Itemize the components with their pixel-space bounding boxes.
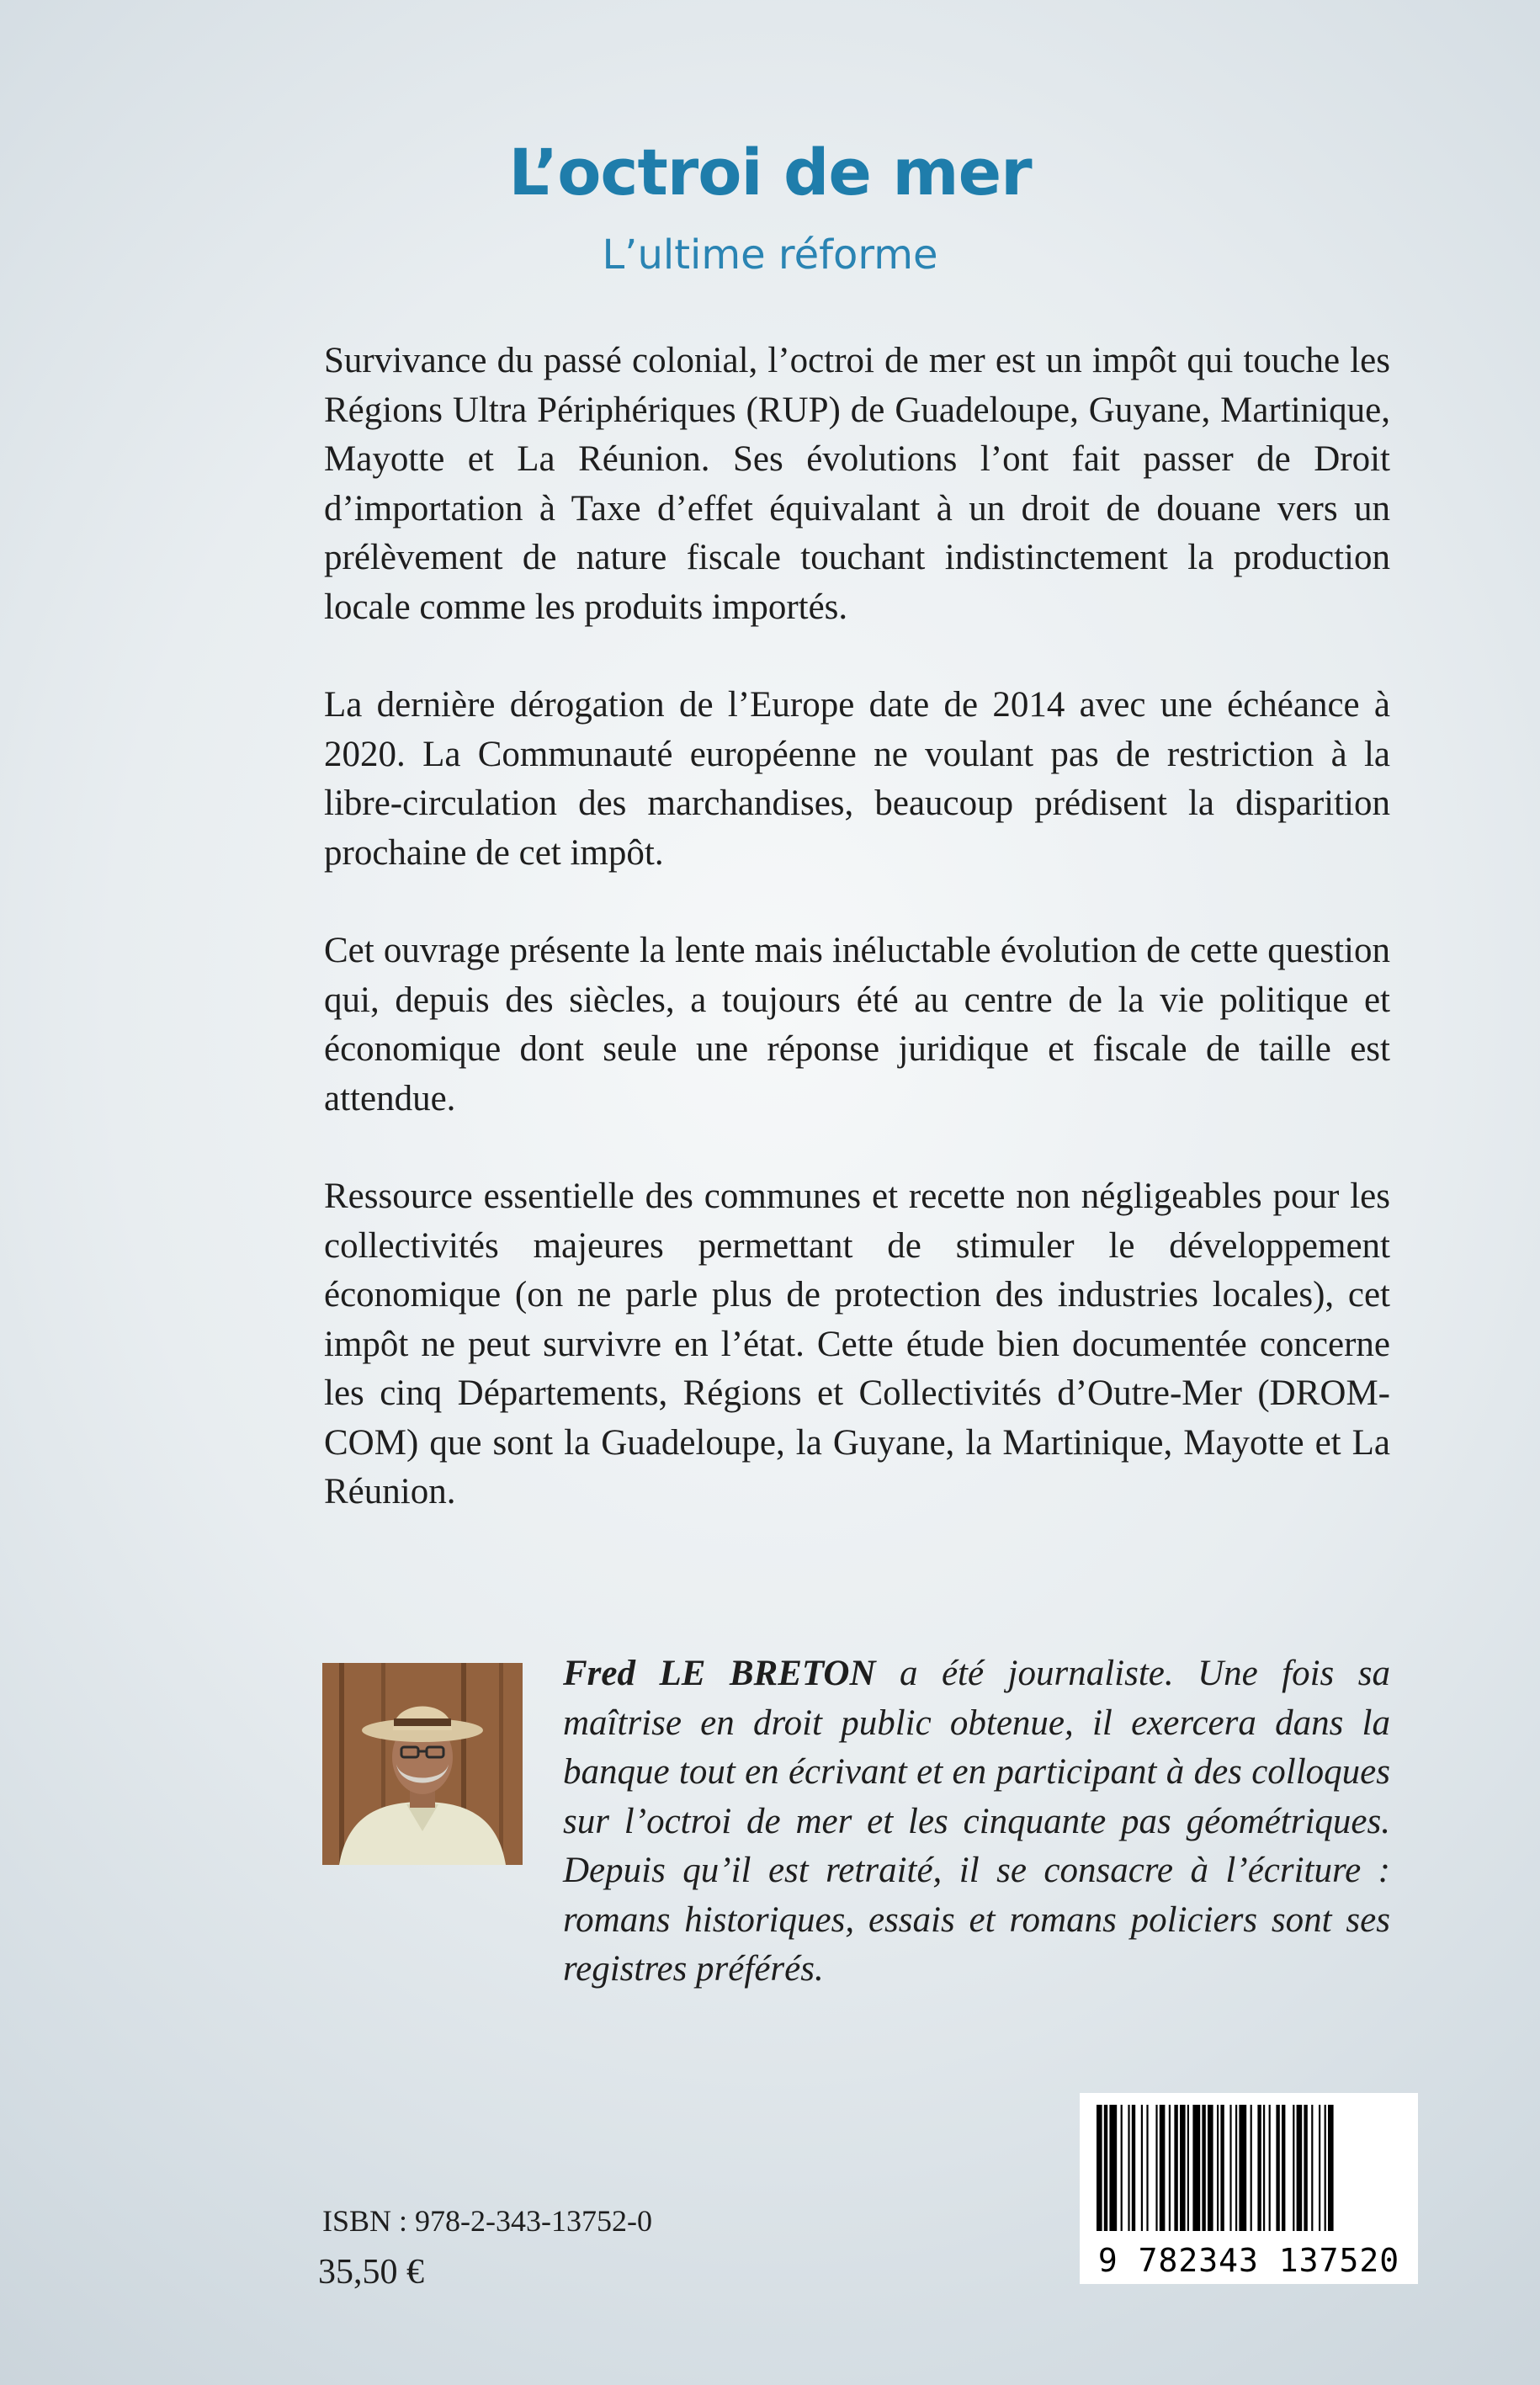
- author-bio-text: a été journaliste. Une fois sa maîtrise en droit public obtenue, il exercera dans la banque tout en écrivant et en participant à des colloques sur l’octroi de mer et les cinquante pas géométriques. Depuis qu’il est retraité, il se consacre à l’écriture : romans historiques, essais et romans policiers sont ses registres préférés.: [563, 1654, 1390, 1989]
- barcode-bar: [1169, 2105, 1171, 2231]
- barcode-bar: [1229, 2105, 1231, 2231]
- barcode-bar: [1293, 2105, 1294, 2231]
- barcode-bar: [1104, 2105, 1107, 2231]
- barcode-bar: [1319, 2105, 1320, 2231]
- barcode-bar: [1269, 2105, 1271, 2231]
- author-photo: [322, 1663, 523, 1865]
- barcode-bar: [1128, 2105, 1129, 2231]
- barcode-bar: [1192, 2105, 1200, 2231]
- barcode-digits: 9 782343 137520: [1097, 2242, 1400, 2279]
- author-bio: [563, 1649, 1390, 1995]
- barcode-bar: [1202, 2105, 1205, 2231]
- barcode-bar: [1160, 2105, 1166, 2231]
- barcode-bar: [1282, 2105, 1285, 2231]
- barcode-bar: [1311, 2105, 1313, 2231]
- barcode-bar: [1220, 2105, 1224, 2231]
- book-title: L’octroi de mer: [508, 135, 1032, 210]
- summary-paragraph: Survivance du passé colonial, l’octroi de mer est un impôt qui touche les Régions Ultra Périphériques (RUP) de Guadeloupe, Guyane, Martinique, Mayotte et La Réunion. Ses évolutions l’ont fait passer de Droit d’importation à Taxe d’effet équivalant à un droit de douane vers un prélèvement de nature fiscale touchant indistinctement la production locale comme les produits importés.: [324, 341, 1390, 627]
- author-portrait-illustration: [322, 1663, 523, 1865]
- summary-text: [324, 337, 1390, 1566]
- barcode-bar: [1263, 2105, 1265, 2231]
- isbn: ISBN : 978-2-343-13752-0: [322, 2204, 652, 2238]
- price: 35,50 €: [318, 2253, 424, 2292]
- barcode-bar: [1325, 2105, 1326, 2231]
- barcode-bar: [1141, 2105, 1143, 2231]
- author-name: Fred LE BRETON: [563, 1654, 876, 1693]
- barcode-bar: [1146, 2105, 1148, 2231]
- barcode-bar: [1239, 2105, 1246, 2231]
- barcode-bar: [1187, 2105, 1189, 2231]
- barcode: [1080, 2093, 1418, 2284]
- barcode-bar: [1109, 2105, 1117, 2231]
- barcode-bar: [1235, 2105, 1237, 2231]
- barcode-bar: [1155, 2105, 1157, 2231]
- barcode-bar: [1132, 2105, 1135, 2231]
- barcode-bar: [1328, 2105, 1334, 2231]
- barcode-bar: [1257, 2105, 1261, 2231]
- summary-paragraph: Ressource essentielle des communes et recette non négligeables pour les collectivités majeures permettant de stimuler le développement économique (on ne parle plus de protection des industries locales), cet impôt ne peut survivre en l’état. Cette étude bien documentée concerne les cinq Départements, Régions et Collectivités d’Outre-Mer (DROM-COM) que sont la Guadeloupe, la Guyane, la Martinique, Mayotte et La Réunion.: [324, 1177, 1390, 1511]
- barcode-bar: [1097, 2105, 1102, 2231]
- barcode-bar: [1208, 2105, 1213, 2231]
- barcode-bar: [1297, 2105, 1303, 2231]
- barcode-bar: [1251, 2105, 1252, 2231]
- book-subtitle: L’ultime réforme: [602, 231, 938, 279]
- summary-paragraph: La dernière dérogation de l’Europe date de 2014 avec une échéance à 2020. La Communauté européenne ne voulant pas de restriction à la libre-circulation des marchandises, beaucoup prédisent la disparition prochaine de cet impôt.: [324, 685, 1390, 873]
- barcode-bar: [1174, 2105, 1177, 2231]
- barcode-bar: [1217, 2105, 1219, 2231]
- barcode-bar: [1180, 2105, 1186, 2231]
- summary-paragraph: Cet ouvrage présente la lente mais inéluctable évolution de cette question qui, depuis des siècles, a toujours été au centre de la vie politique et économique dont seule une réponse juridique et fiscale de taille est attendue.: [324, 931, 1390, 1118]
- barcode-bar: [1121, 2105, 1123, 2231]
- barcode-bar: [1304, 2105, 1307, 2231]
- barcode-bar: [1276, 2105, 1279, 2231]
